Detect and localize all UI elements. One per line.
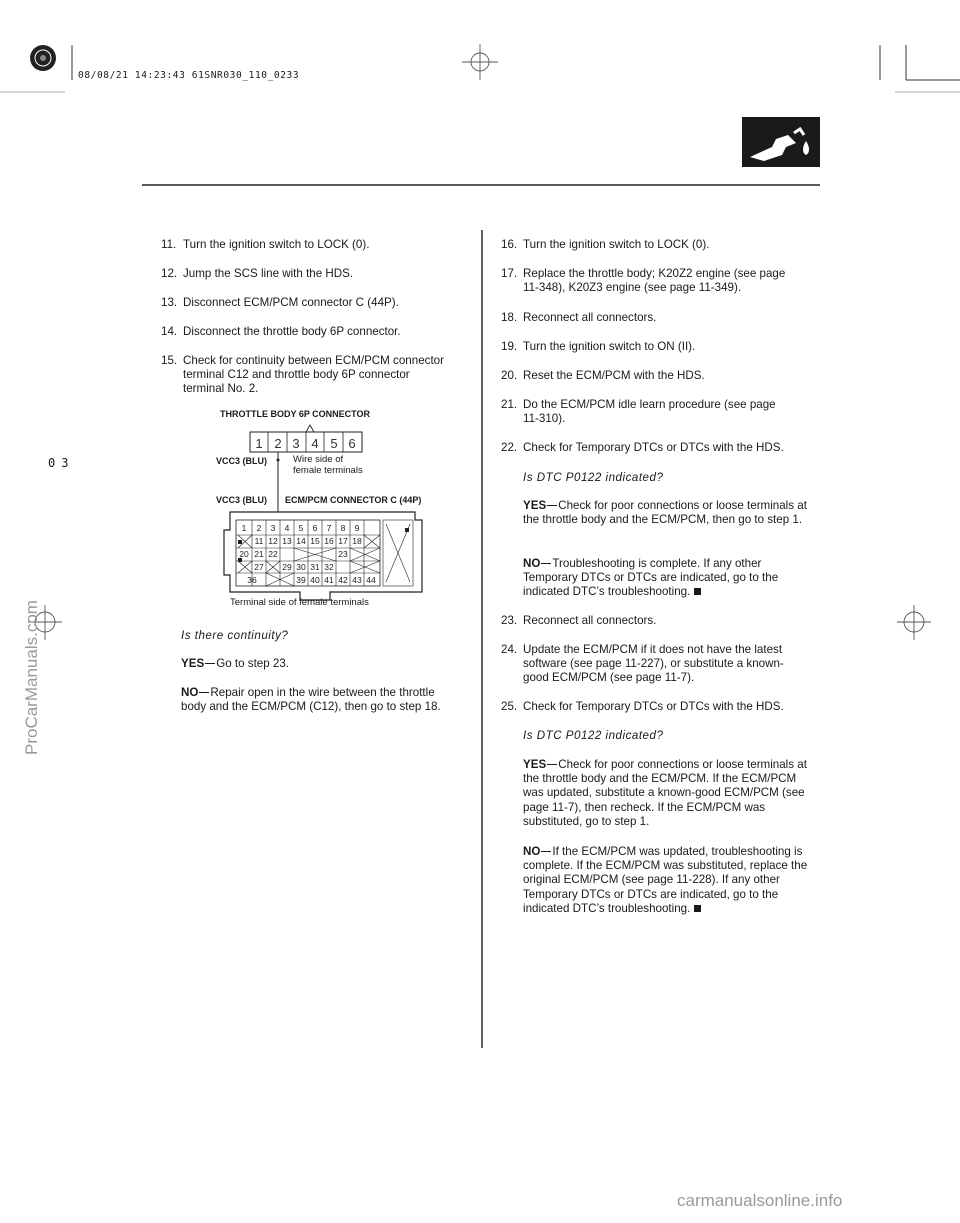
ecm-pin: 2 xyxy=(256,523,262,533)
ecm-pin: 23 xyxy=(338,549,348,559)
step-text: Reconnect all connectors. xyxy=(523,614,657,627)
ecm-pin: 13 xyxy=(282,536,292,546)
answer-yes-1 xyxy=(523,499,808,527)
ecm-pin: 3 xyxy=(270,523,276,533)
ecm-pin: 29 xyxy=(282,562,292,572)
ecm-pin: 40 xyxy=(310,575,320,585)
ecm-pin: 1 xyxy=(241,523,247,533)
ecm-pin: 16 xyxy=(324,536,334,546)
step-number: 22. xyxy=(501,441,518,454)
ecm-pin: 14 xyxy=(296,536,306,546)
answer-yes xyxy=(181,657,471,671)
question-dtc-2: Is DTC P0122 indicated? xyxy=(523,729,664,742)
step-number: 12. xyxy=(161,267,178,280)
dash xyxy=(199,692,209,693)
end-marker-icon xyxy=(694,905,701,912)
step-text: Disconnect ECM/PCM connector C (44P). xyxy=(183,296,399,309)
no-label: NO xyxy=(523,845,541,858)
ecm-pin: 9 xyxy=(354,523,360,533)
ecm-pin: 41 xyxy=(324,575,334,585)
step-number: 18. xyxy=(501,311,518,324)
throttle-connector-title: THROTTLE BODY 6P CONNECTOR xyxy=(220,409,371,419)
step-text: Reset the ECM/PCM with the HDS. xyxy=(523,369,705,382)
step-text: Check for Temporary DTCs or DTCs with the HDS. xyxy=(523,700,784,713)
ecm-connector-title: ECM/PCM CONNECTOR C (44P) xyxy=(285,495,422,505)
tb-pin: 2 xyxy=(274,436,282,451)
dash xyxy=(541,851,551,852)
step-text: Check for continuity between ECM/PCM connector terminal C12 and throttle body 6P connector terminal No. 2. xyxy=(183,354,444,396)
ecm-pin: 17 xyxy=(338,536,348,546)
step-number: 14. xyxy=(161,325,178,338)
ecm-pin: 7 xyxy=(326,523,332,533)
step-number: 21. xyxy=(501,398,518,411)
dash xyxy=(205,663,215,664)
ecm-pin: 44 xyxy=(366,575,376,585)
ecm-pin-c12: 12 xyxy=(268,536,278,546)
ecm-pin: 39 xyxy=(296,575,306,585)
vcc3-label-throttle: VCC3 (BLU) xyxy=(216,456,267,466)
step-number: 11. xyxy=(161,238,177,251)
step-text: Update the ECM/PCM if it does not have the latest software (see page 11-227), or substitute a known- good ECM/PCM (see page 11-7). xyxy=(523,643,784,685)
step-text: Turn the ignition switch to LOCK (0). xyxy=(523,238,710,251)
yes-label: YES xyxy=(181,657,205,670)
answer-no xyxy=(181,686,461,714)
yes-text: Check for poor connections or loose terminals at the throttle body and the ECM/PCM. If the ECM/PCM was updated, substitute a known-good ECM/PCM (see page 11-7), then recheck. If the ECM/PCM was substituted, go to step 1. xyxy=(523,758,807,828)
ecm-pin: 8 xyxy=(340,523,346,533)
ecm-pin: 32 xyxy=(324,562,334,572)
step-text: Check for Temporary DTCs or DTCs with the HDS. xyxy=(523,441,784,454)
ecm-pin: 18 xyxy=(352,536,362,546)
tb-pin: 3 xyxy=(292,436,300,451)
step-number: 25. xyxy=(501,700,518,713)
ecm-pin: 4 xyxy=(284,523,290,533)
dash xyxy=(541,563,551,564)
yes-label: YES xyxy=(523,499,547,512)
step-number: 24. xyxy=(501,643,518,656)
answer-yes-2 xyxy=(523,758,808,829)
ecm-pin: 30 xyxy=(296,562,306,572)
section-tab xyxy=(742,117,820,167)
step-number: 23. xyxy=(501,614,518,627)
ecm-pin: 22 xyxy=(268,549,278,559)
step-number: 16. xyxy=(501,238,518,251)
no-text: If the ECM/PCM was updated, troubleshooting is complete. If the ECM/PCM was substituted, replace the original ECM/PCM (see page 11-228). If any other Temporary DTCs or DTCs are indicated, go to the indicated DTC’s troubleshooting. xyxy=(523,845,808,915)
fuel-nozzle-icon xyxy=(742,117,820,167)
ecm-pin: 5 xyxy=(298,523,304,533)
no-label: NO xyxy=(181,686,199,699)
step-text: Turn the ignition switch to LOCK (0). xyxy=(183,238,370,251)
print-stamp: 08/08/21 14:23:43 61SNR030_110_0233 xyxy=(78,70,300,81)
dash xyxy=(547,764,557,765)
ecm-pin: 42 xyxy=(338,575,348,585)
step-text: Jump the SCS line with the HDS. xyxy=(183,267,354,280)
tb-pin: 4 xyxy=(311,436,319,451)
answer-no-2 xyxy=(523,845,808,916)
answer-no-1 xyxy=(523,557,808,600)
crosshair-icon xyxy=(462,44,498,80)
ecm-pin: 21 xyxy=(254,549,264,559)
ecm-pin: 6 xyxy=(312,523,318,533)
watermark-bottom: carmanualsonline.info xyxy=(677,1191,843,1210)
ecm-pin: 27 xyxy=(254,562,264,572)
tb-pin: 1 xyxy=(255,436,263,451)
question-continuity: Is there continuity? xyxy=(181,629,289,642)
no-text: Repair open in the wire between the throttle body and the ECM/PCM (C12), then go to step 18. xyxy=(181,686,441,714)
question-dtc-1: Is DTC P0122 indicated? xyxy=(523,471,664,484)
registration-target-icon xyxy=(30,45,56,71)
step-text: Disconnect the throttle body 6P connector. xyxy=(183,325,401,338)
no-label: NO xyxy=(523,557,541,570)
yes-label: YES xyxy=(523,758,547,771)
connector-drawing xyxy=(200,420,440,610)
end-marker-icon xyxy=(694,588,701,595)
ecm-pin: 43 xyxy=(352,575,362,585)
step-number: 15. xyxy=(161,354,178,367)
ecm-pin: 36 xyxy=(247,575,257,585)
ecm-pin: 20 xyxy=(239,549,249,559)
step-text: Reconnect all connectors. xyxy=(523,311,657,324)
yes-text: Check for poor connections or loose terminals at the throttle body and the ECM/PCM, then go to step 1. xyxy=(523,499,807,527)
vcc3-label-ecm: VCC3 (BLU) xyxy=(216,495,267,505)
wire-side-note: Wire side of female terminals xyxy=(293,454,363,476)
step-number: 20. xyxy=(501,369,518,382)
ecm-pin: 15 xyxy=(310,536,320,546)
ecm-pin: 11 xyxy=(254,536,264,546)
yes-text: Go to step 23. xyxy=(216,657,290,670)
tb-pin: 6 xyxy=(348,436,356,451)
ecm-pin: 31 xyxy=(310,562,320,572)
crosshair-icon xyxy=(897,605,931,640)
step-text: Do the ECM/PCM idle learn procedure (see page 11-310). xyxy=(523,398,776,426)
step-text: Turn the ignition switch to ON (II). xyxy=(523,340,696,353)
side-mark: 03 xyxy=(48,456,75,470)
terminal-side-note: Terminal side of female terminals xyxy=(230,597,369,608)
step-number: 19. xyxy=(501,340,518,353)
step-number: 17. xyxy=(501,267,518,280)
step-number: 13. xyxy=(161,296,178,309)
step-text: Replace the throttle body; K20Z2 engine (see page 11-348), K20Z3 engine (see page 11-349). xyxy=(523,267,786,295)
dash xyxy=(547,505,557,506)
no-text: Troubleshooting is complete. If any other Temporary DTCs or DTCs are indicated, go to the indicated DTC’s troubleshooting. xyxy=(523,557,779,599)
tb-pin: 5 xyxy=(330,436,338,451)
